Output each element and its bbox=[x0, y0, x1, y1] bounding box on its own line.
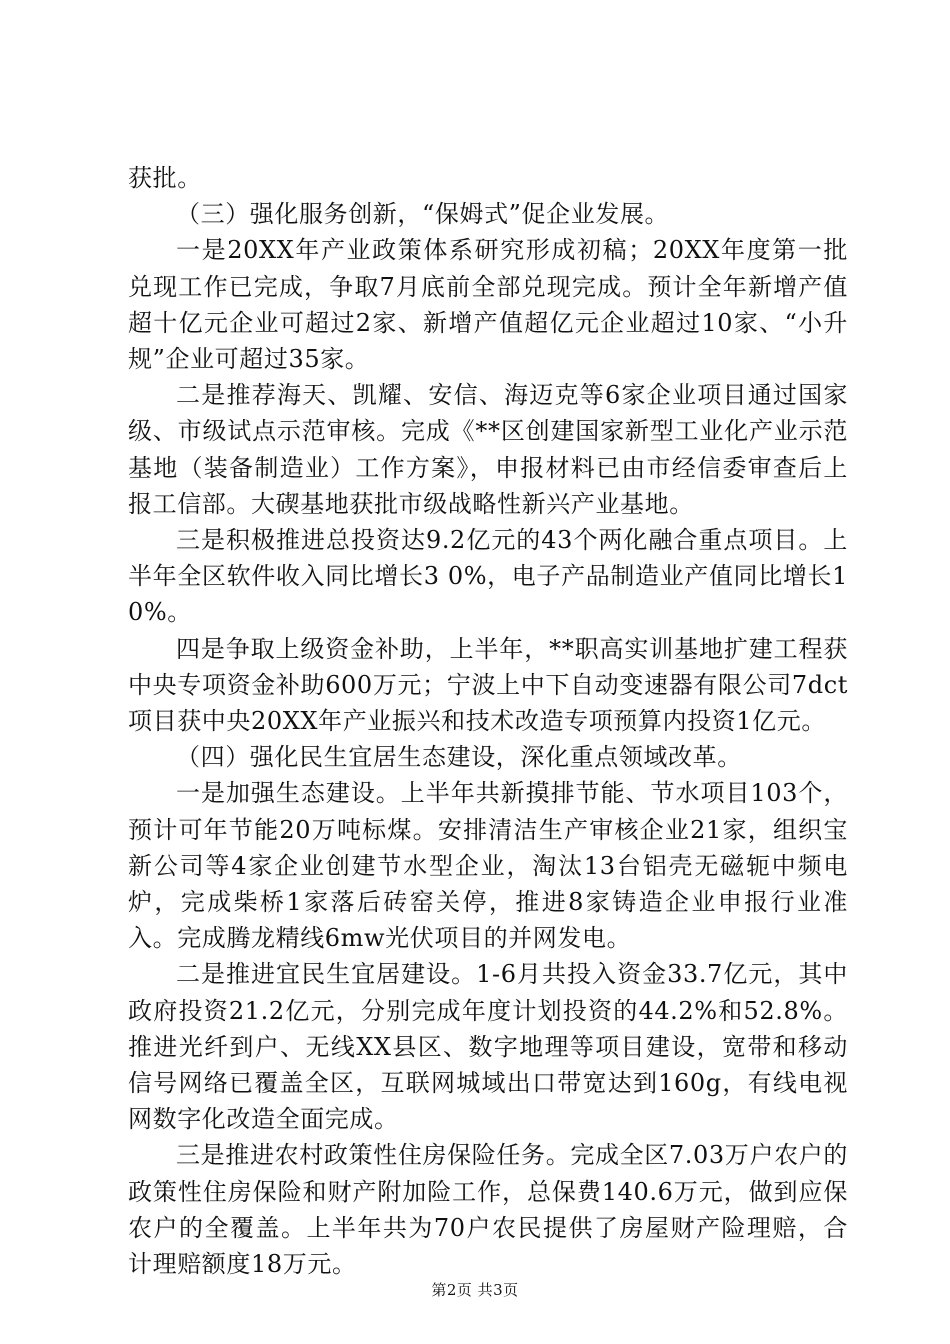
document-body bbox=[128, 160, 848, 1282]
paragraph: 二是推进宜民生宜居建设。1-6月共投入资金33.7亿元，其中政府投资21.2亿元，分别完成年度计划投资的44.2%和52.8%。推进光纤到户、无线XX县区、数字地理等项目建设，宽带和移动信号网络已覆盖全区，互联网城域出口带宽达到160g，有线电视网数字化改造全面完成。 bbox=[128, 960, 848, 1134]
paragraph: 三是推进农村政策性住房保险任务。完成全区7.03万户农户的政策性住房保险和财产附加险工作，总保费140.6万元，做到应保农户的全覆盖。上半年共为70户农民提供了房屋财产险理赔，合计理赔额度18万元。 bbox=[128, 1141, 848, 1279]
paragraph: 三是积极推进总投资达9.2亿元的43个两化融合重点项目。上半年全区软件收入同比增长3 0%，电子产品制造业产值同比增长10%。 bbox=[128, 526, 848, 627]
paragraph: 一是加强生态建设。上半年共新摸排节能、节水项目103个，预计可年节能20万吨标煤。安排清洁生产审核企业21家，组织宝新公司等4家企业创建节水型企业，淘汰13台铝壳无磁轭中频电炉，完成柴桥1家落后砖窑关停，推进8家铸造企业申报行业准入。完成腾龙精线6mw光伏项目的并网发电。 bbox=[128, 779, 848, 953]
page-footer: 第2页 共3页 bbox=[431, 1281, 519, 1299]
paragraph: 一是20XX年产业政策体系研究形成初稿；20XX年度第一批兑现工作已完成，争取7月底前全部兑现完成。预计全年新增产值超十亿元企业可超过2家、新增产值超亿元企业超过10家、“小升规”企业可超过35家。 bbox=[128, 236, 848, 374]
paragraph: 四是争取上级资金补助，上半年，**职高实训基地扩建工程获中央专项资金补助600万元；宁波上中下自动变速器有限公司7dct项目获中央20XX年产业振兴和技术改造专项预算内投资1亿元。 bbox=[128, 634, 848, 736]
section-heading: （三）强化服务创新，“保姆式”促企业发展。 bbox=[176, 200, 670, 229]
section-heading: （四）强化民生宜居生态建设，深化重点领域改革。 bbox=[176, 743, 742, 772]
paragraph: 获批。 bbox=[128, 164, 202, 192]
paragraph: 二是推荐海天、凯耀、安信、海迈克等6家企业项目通过国家级、市级试点示范审核。完成《**区创建国家新型工业化产业示范基地（装备制造业）工作方案》，申报材料已由市经信委审查后上报工信部。大碶基地获批市级战略性新兴产业基地。 bbox=[128, 381, 848, 518]
